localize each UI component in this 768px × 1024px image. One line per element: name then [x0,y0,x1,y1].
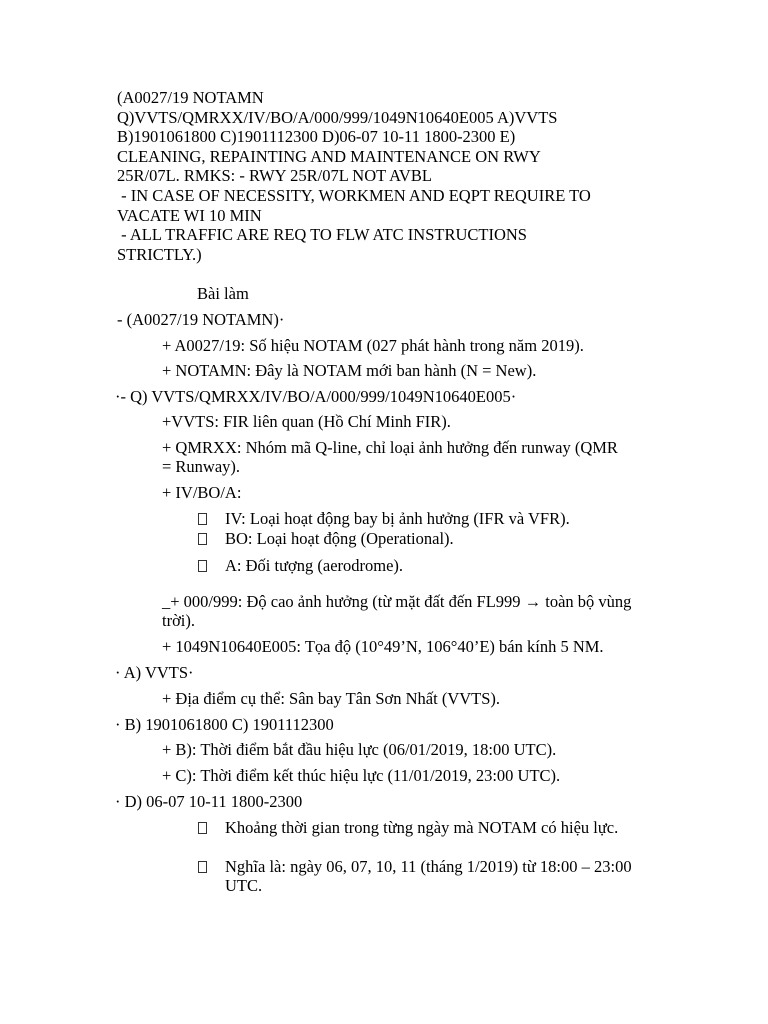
bullet-square-icon [198,560,207,572]
notam-line: - IN CASE OF NECESSITY, WORKMEN AND EQPT REQUIRE TO [117,185,591,205]
notam-text-block [117,88,657,264]
altitude-explanation: _+ 000/999: Độ cao ảnh hưởng (từ mặt đất đến FL999 → toàn bộ vùng trời). [162,592,632,630]
daily-period-explanation: Khoảng thời gian trong từng ngày mà NOTAM có hiệu lực. [225,818,619,837]
notam-line: VACATE WI 10 MIN [117,205,262,225]
daily-period-meaning: Nghĩa là: ngày 06, 07, 10, 11 (tháng 1/2019) từ 18:00 – 23:00 UTC. [225,857,632,895]
bullet-square-icon [198,861,207,873]
section-a-title: · A) VVTS· [115,663,194,682]
notam-line: B)1901061800 C)1901112300 D)06-07 10-11 1800-2300 E) [117,127,516,147]
bo-explanation: BO: Loại hoạt động (Operational). [225,529,454,548]
qmrxx-explanation: + QMRXX: Nhóm mã Q-line, chỉ loại ảnh hưởng đến runway (QMR = Runway). [162,438,618,476]
notam-line: (A0027/19 NOTAMN [117,88,264,107]
iv-bo-a-label: + IV/BO/A: [162,483,242,502]
bullet-square-icon [198,513,207,525]
bullet-square-icon [198,822,207,834]
section-bc-title: · B) 1901061800 C) 1901112300 [115,715,334,734]
a-explanation: A: Đối tượng (aerodrome). [225,556,404,575]
section-q-line-title: ·- Q) VVTS/QMRXX/IV/BO/A/000/999/1049N10640E005· [115,387,517,406]
start-time-explanation: + B): Thời điểm bắt đầu hiệu lực (06/01/2019, 18:00 UTC). [162,740,557,759]
iv-explanation: IV: Loại hoạt động bay bị ảnh hưởng (IFR và VFR). [225,509,570,528]
notam-line: 25R/07L. RMKS: - RWY 25R/07L NOT AVBL [117,166,432,186]
notam-line: - ALL TRAFFIC ARE REQ TO FLW ATC INSTRUCTIONS [117,225,527,245]
vvts-fir-explanation: +VVTS: FIR liên quan (Hồ Chí Minh FIR). [162,412,451,431]
coordinates-explanation: + 1049N10640E005: Tọa độ (10°49’N, 106°40’E) bán kính 5 NM. [162,637,604,656]
end-time-explanation: + C): Thời điểm kết thúc hiệu lực (11/01/2019, 23:00 UTC). [162,766,561,785]
notam-line: STRICTLY.) [117,244,202,264]
bullet-square-icon [198,533,207,545]
section-d-title: · D) 06-07 10-11 1800-2300 [115,792,303,811]
notamn-explanation: + NOTAMN: Đây là NOTAM mới ban hành (N = New). [162,361,537,380]
notam-line: CLEANING, REPAINTING AND MAINTENANCE ON RWY [117,146,541,166]
notam-line: Q)VVTS/QMRXX/IV/BO/A/000/999/1049N10640E005 A)VVTS [117,107,558,127]
heading-bai-lam: Bài làm [197,284,249,303]
section-notam-id-title: - (A0027/19 NOTAMN)· [117,310,285,329]
notam-id-explanation: + A0027/19: Số hiệu NOTAM (027 phát hành trong năm 2019). [162,336,584,355]
location-explanation: + Địa điểm cụ thể: Sân bay Tân Sơn Nhất (VVTS). [162,689,501,708]
